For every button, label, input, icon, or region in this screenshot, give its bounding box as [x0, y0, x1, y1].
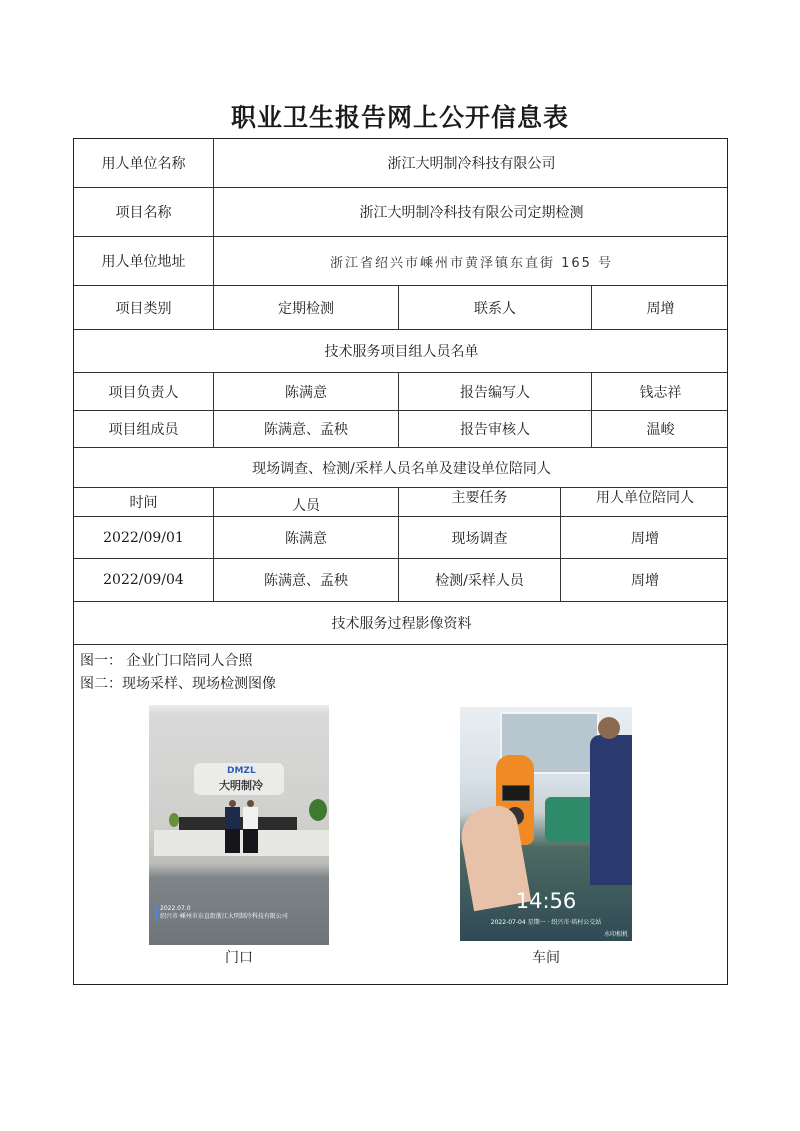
header-time: 时间 — [129, 495, 158, 511]
plant-left — [169, 813, 179, 827]
project-name-label: 项目名称 — [115, 205, 172, 221]
header-accompany: 用人单位陪同人 — [560, 488, 729, 516]
row-employer-name — [74, 139, 727, 188]
photo-label-workshop: 车间 — [532, 950, 560, 966]
project-name-value: 浙江大明制冷科技有限公司定期检测 — [213, 188, 729, 236]
fieldwork-section-header — [74, 448, 727, 488]
fieldwork-task: 现场调查 — [398, 517, 560, 558]
employer-name-value: 浙江大明制冷科技有限公司 — [213, 139, 729, 187]
leader-label: 项目负责人 — [108, 384, 179, 401]
fieldwork-accompany: 周增 — [560, 559, 729, 601]
fieldwork-row — [74, 559, 727, 602]
reviewer-label: 报告审核人 — [398, 411, 591, 447]
figure-caption-2: 图二：现场采样、现场检测图像 — [80, 676, 276, 692]
person-right — [243, 800, 258, 860]
row-employer-address — [74, 237, 727, 286]
header-task: 主要任务 — [398, 488, 560, 516]
company-logo: DMZL — [227, 766, 256, 776]
photo-watermark: 2022.07.0 绍兴市·嵊州市东直街浙江大明制冷科技有限公司 — [155, 905, 329, 921]
members-value: 陈满意、孟秧 — [213, 411, 398, 447]
photo-label-entrance: 门口 — [225, 950, 253, 966]
header-personnel: 人员 — [213, 488, 398, 516]
writer-label: 报告编写人 — [398, 373, 591, 410]
person-left — [225, 800, 240, 860]
employer-name-label: 用人单位名称 — [101, 156, 186, 172]
leader-value: 陈满意 — [213, 373, 398, 410]
fieldwork-header-row — [74, 488, 727, 517]
reception-desk — [154, 830, 329, 856]
reviewer-value: 温峻 — [591, 411, 729, 447]
fieldwork-date: 2022/09/01 — [103, 529, 184, 546]
writer-value: 钱志祥 — [591, 373, 729, 410]
employer-address-value: 浙江省绍兴市嵊州市黄泽镇东直街 165 号 — [213, 237, 729, 285]
project-type-value: 定期检测 — [213, 286, 398, 329]
worker — [590, 735, 632, 885]
figure-caption-1: 图一： 企业门口陪同人合照 — [80, 653, 253, 669]
row-team-leader — [74, 373, 727, 411]
workshop-photo — [460, 707, 632, 941]
team-section-header — [74, 330, 727, 373]
contact-label: 联系人 — [398, 286, 591, 329]
company-logo-cn: 大明制冷 — [219, 779, 263, 792]
fieldwork-row — [74, 517, 727, 559]
contact-value: 周增 — [591, 286, 729, 329]
fieldwork-personnel: 陈满意、孟秧 — [213, 559, 398, 601]
fieldwork-section-title: 现场调查、检测/采样人员名单及建设单位陪同人 — [252, 460, 551, 477]
photo-timestamp: 14:56 — [515, 889, 577, 913]
images-section-title: 技术服务过程影像资料 — [331, 616, 472, 632]
row-project-name — [74, 188, 727, 237]
fieldwork-accompany: 周增 — [560, 517, 729, 558]
info-table — [73, 138, 728, 985]
row-team-members — [74, 411, 727, 448]
images-section-header — [74, 602, 727, 645]
photo-date-location: 2022-07-04 星期一 · 绍兴市·培村公交站 — [490, 919, 602, 926]
fieldwork-task: 检测/采样人员 — [398, 559, 560, 601]
team-section-title: 技术服务项目组人员名单 — [324, 344, 479, 360]
members-label: 项目组成员 — [108, 422, 179, 438]
worker-head — [598, 717, 620, 739]
page-title: 职业卫生报告网上公开信息表 — [230, 103, 569, 132]
fieldwork-date: 2022/09/04 — [103, 572, 184, 588]
row-project-type — [74, 286, 727, 330]
plant-right — [309, 799, 327, 821]
fieldwork-personnel: 陈满意 — [213, 517, 398, 558]
entrance-photo — [149, 705, 329, 945]
project-type-label: 项目类别 — [115, 300, 172, 317]
employer-address-label: 用人单位地址 — [101, 254, 186, 270]
watermark-camera-badge: 水印相机 — [603, 931, 628, 938]
